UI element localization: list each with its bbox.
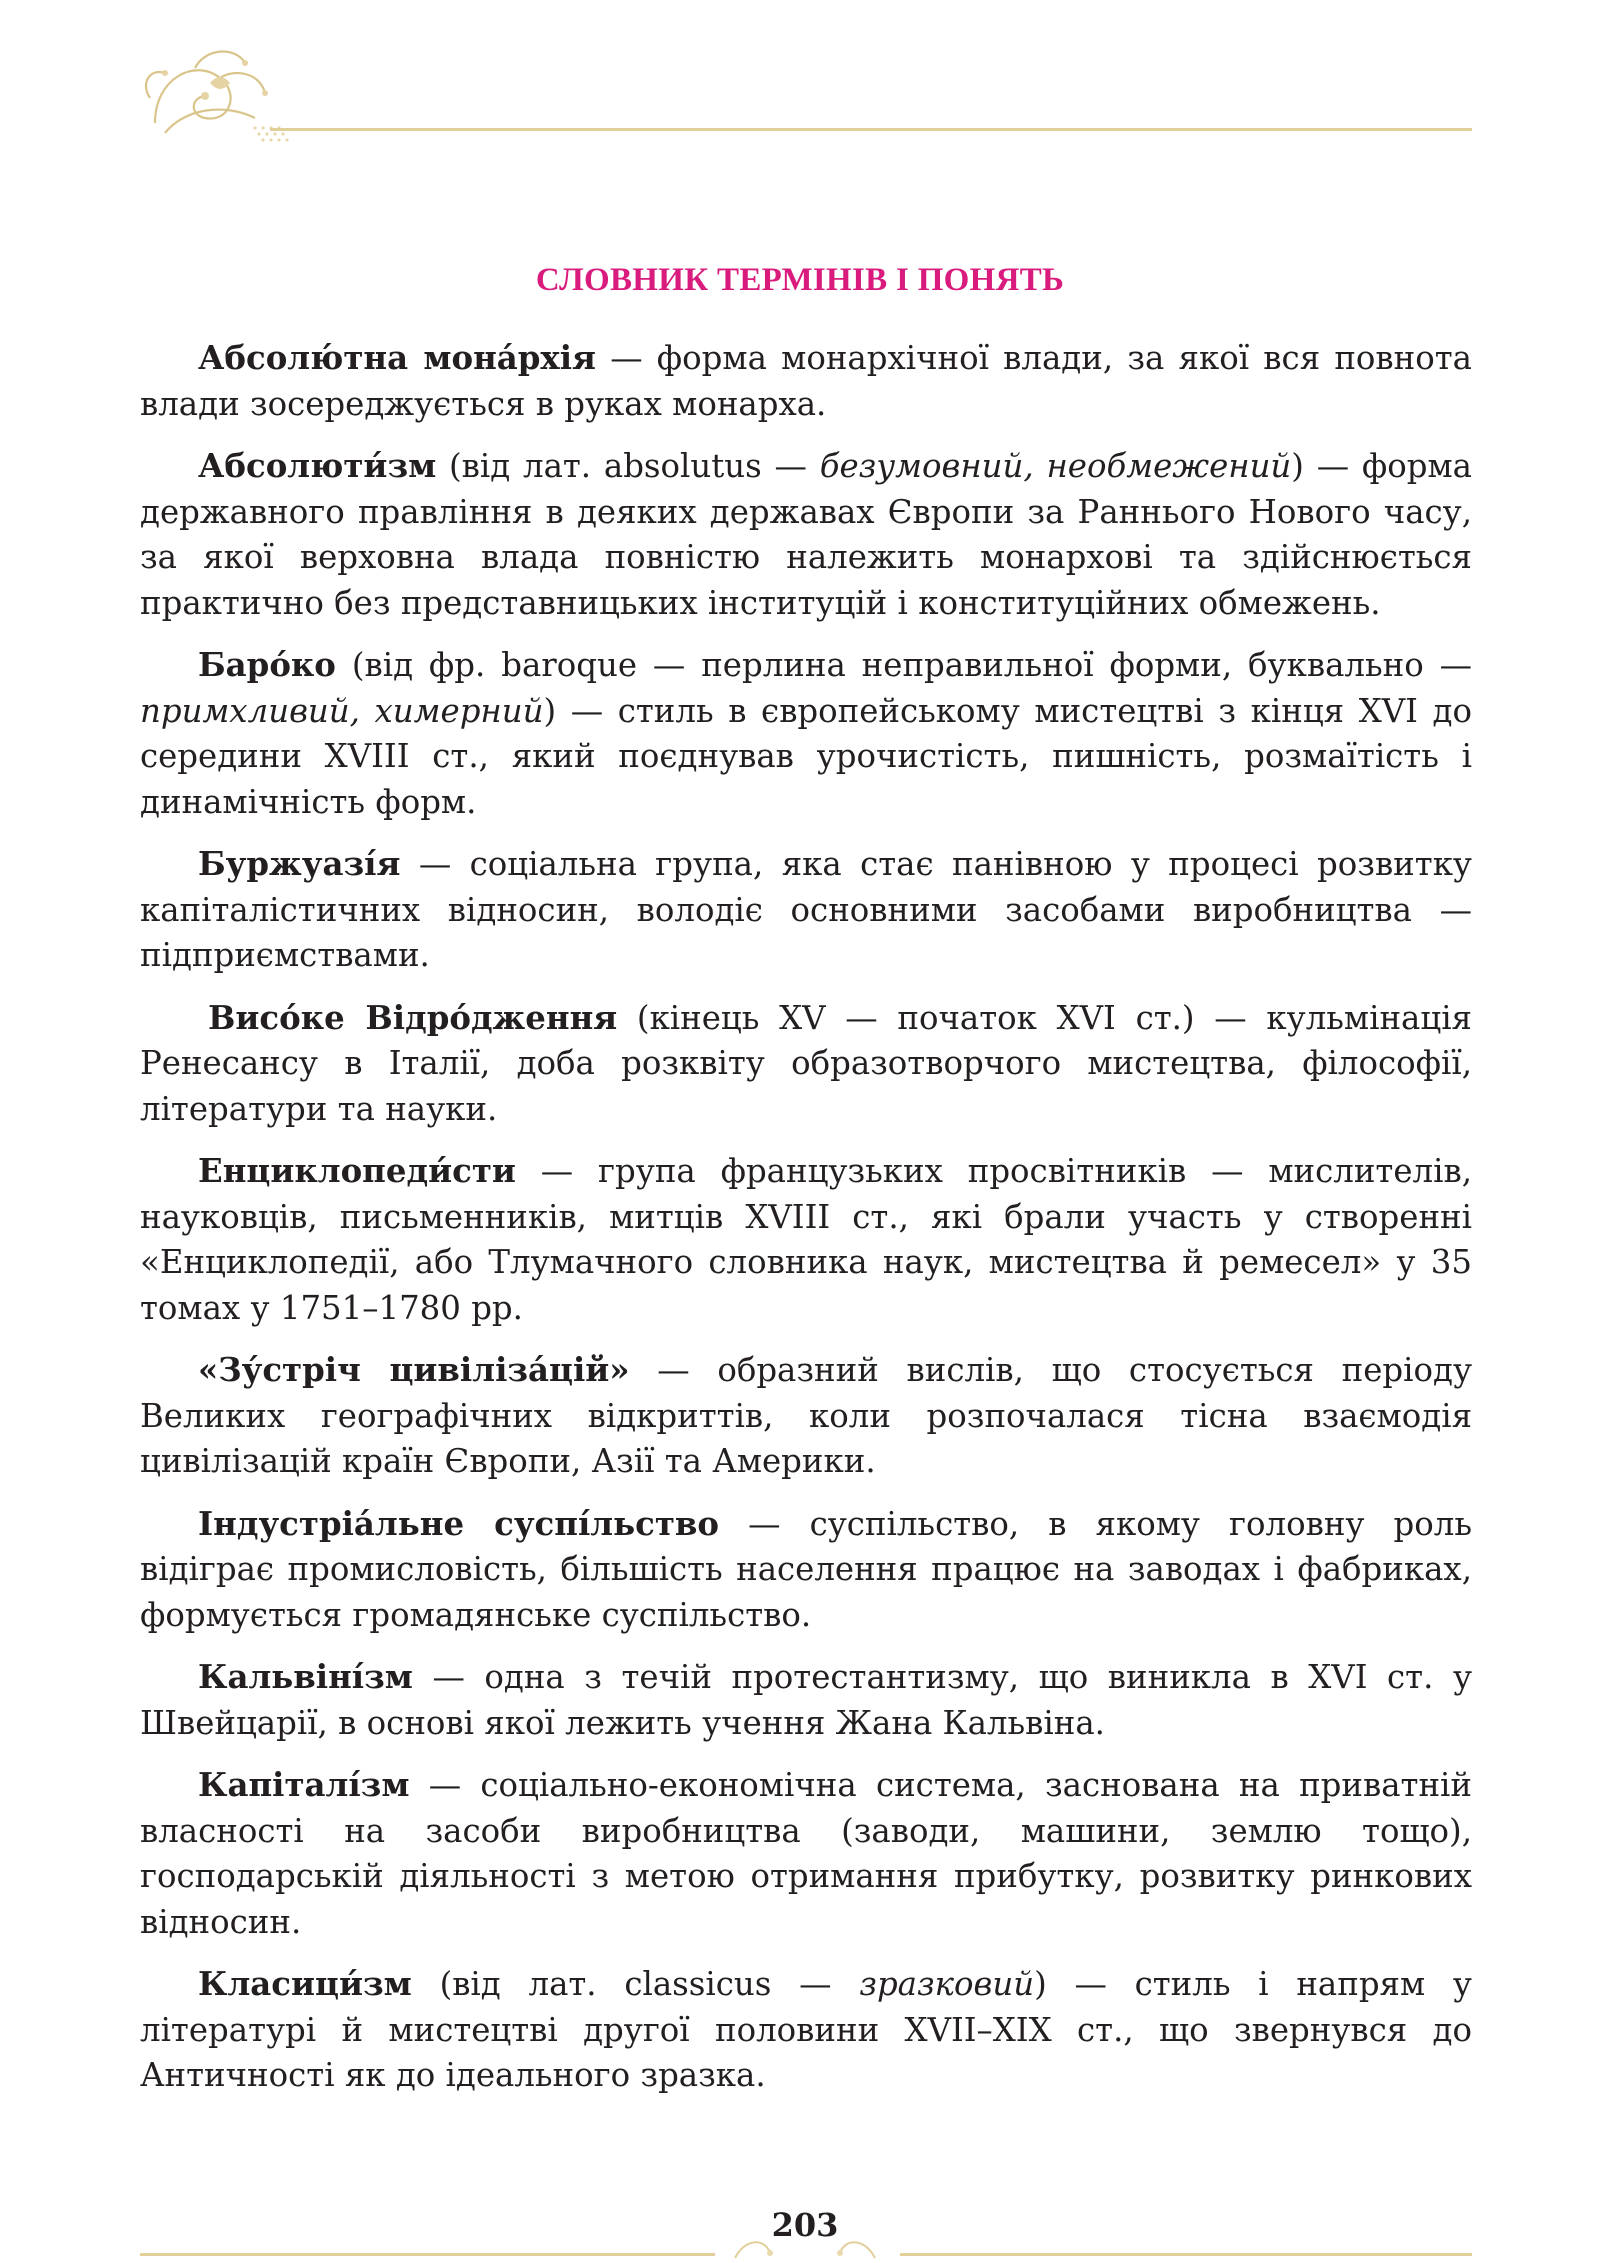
glossary-entry xyxy=(140,842,1472,979)
floral-scroll-ornament-icon xyxy=(135,38,295,148)
glossary-definition-pre: (від лат. absolutus — xyxy=(436,447,820,485)
glossary-definition: (кінець XV — початок XVI ст.) — кульмінація Ренесансу в Італії, доба розквіту образотворчого мистецтва, філософії, літератури та науки. xyxy=(140,998,1472,1128)
glossary-definition-pre: (від фр. baroque — перлина неправильної форми, буквально — xyxy=(335,646,1472,684)
glossary-entry xyxy=(140,1962,1472,2099)
glossary-entry xyxy=(140,1149,1472,1331)
glossary-entry xyxy=(140,1348,1472,1485)
glossary-title: СЛОВНИК ТЕРМІНІВ І ПОНЯТЬ xyxy=(535,262,1065,298)
glossary-term: Абсолю́тна мона́рхія xyxy=(198,339,596,377)
glossary-entry xyxy=(140,444,1472,626)
glossary-term: Енциклопеди́сти xyxy=(198,1152,516,1190)
glossary-entry xyxy=(140,643,1472,825)
glossary-term: Кальвіні́зм xyxy=(198,1658,413,1696)
glossary-term: Баро́ко xyxy=(198,646,336,684)
glossary-list xyxy=(140,336,1472,2116)
glossary-term: Капіталі́зм xyxy=(198,1766,410,1804)
glossary-definition: ) — стиль і напрям у літературі й мистецтві другої половини XVII–XIX ст., що звернувся до Античності як до ідеального зразка. xyxy=(140,1965,1472,2094)
glossary-term: Індустріа́льне суспі́льство xyxy=(198,1504,720,1543)
glossary-term: Буржуазі́я xyxy=(198,845,401,883)
glossary-term: Абсолюти́зм xyxy=(198,447,437,485)
glossary-entry xyxy=(140,1763,1472,1945)
glossary-definition: — образний вислів, що стосується періоду Великих географічних відкриттів, коли розпочалася тісна взаємодія цивілізацій країн Європи, Азії та Америки. xyxy=(140,1351,1473,1480)
glossary-term: Висо́ке Відро́дження xyxy=(208,998,618,1037)
header-rule xyxy=(270,128,1472,131)
glossary-term: Класици́зм xyxy=(198,1965,412,2003)
glossary-entry xyxy=(140,996,1472,1133)
glossary-definition: — форма монархічної влади, за якої вся повнота влади зосереджується в руках монарха. xyxy=(140,339,1472,423)
glossary-definition: — соціально-економічна система, заснована на приватній власності на засоби виробництва (заводи, машини, землю тощо), господарській діяльності з метою отримання прибутку, розвитку ринкових відносин. xyxy=(140,1766,1472,1941)
glossary-definition: ) — форма державного правління в деяких державах Європи за Раннього Нового часу, за якої верховна влада повністю належить монархові та здійснюється практично без представницьких інституцій і конституційних обмежень. xyxy=(140,447,1472,622)
glossary-entry xyxy=(140,1655,1472,1746)
glossary-term: «Зу́стріч цивіліза́цій» xyxy=(198,1351,630,1389)
glossary-entry xyxy=(140,336,1472,427)
glossary-definition: — одна з течій протестантизму, що виникла в XVI ст. у Швейцарії, в основі якої лежить учення Жана Кальвіна. xyxy=(140,1658,1472,1742)
glossary-definition: — група французьких просвітників — мислителів, науковців, письменників, митців XVIII ст., які брали участь у створенні «Енциклопедії, або Тлумачного словника наук, мистецтва й ремесел» у 35 томах у 1751–1780 рр. xyxy=(140,1152,1472,1327)
footer-rule-left xyxy=(140,2253,715,2256)
glossary-translation: примхливий, химерний xyxy=(140,691,544,730)
glossary-definition: ) — стиль в європейському мистецтві з кінця XVI до середини XVIII ст., який поєднував урочистість, пишність, розмаїтість і динамічність форм. xyxy=(140,691,1472,821)
glossary-translation: безумовний, необмежений xyxy=(819,447,1292,485)
footer-rule-right xyxy=(900,2253,1472,2256)
glossary-definition: — суспільство, в якому головну роль відіграє промисловість, більшість населення працює на заводах і фабриках, формується громадянське суспільство. xyxy=(140,1504,1472,1634)
glossary-definition: — соціальна група, яка стає панівною у процесі розвитку капіталістичних відносин, володіє основними засобами виробництва — підприємствами. xyxy=(140,845,1472,974)
glossary-translation: зразковий xyxy=(859,1965,1035,2003)
glossary-entry xyxy=(140,1502,1472,1639)
glossary-definition-pre: (від лат. classicus — xyxy=(411,1965,860,2003)
page-number: 203 xyxy=(771,2206,839,2244)
